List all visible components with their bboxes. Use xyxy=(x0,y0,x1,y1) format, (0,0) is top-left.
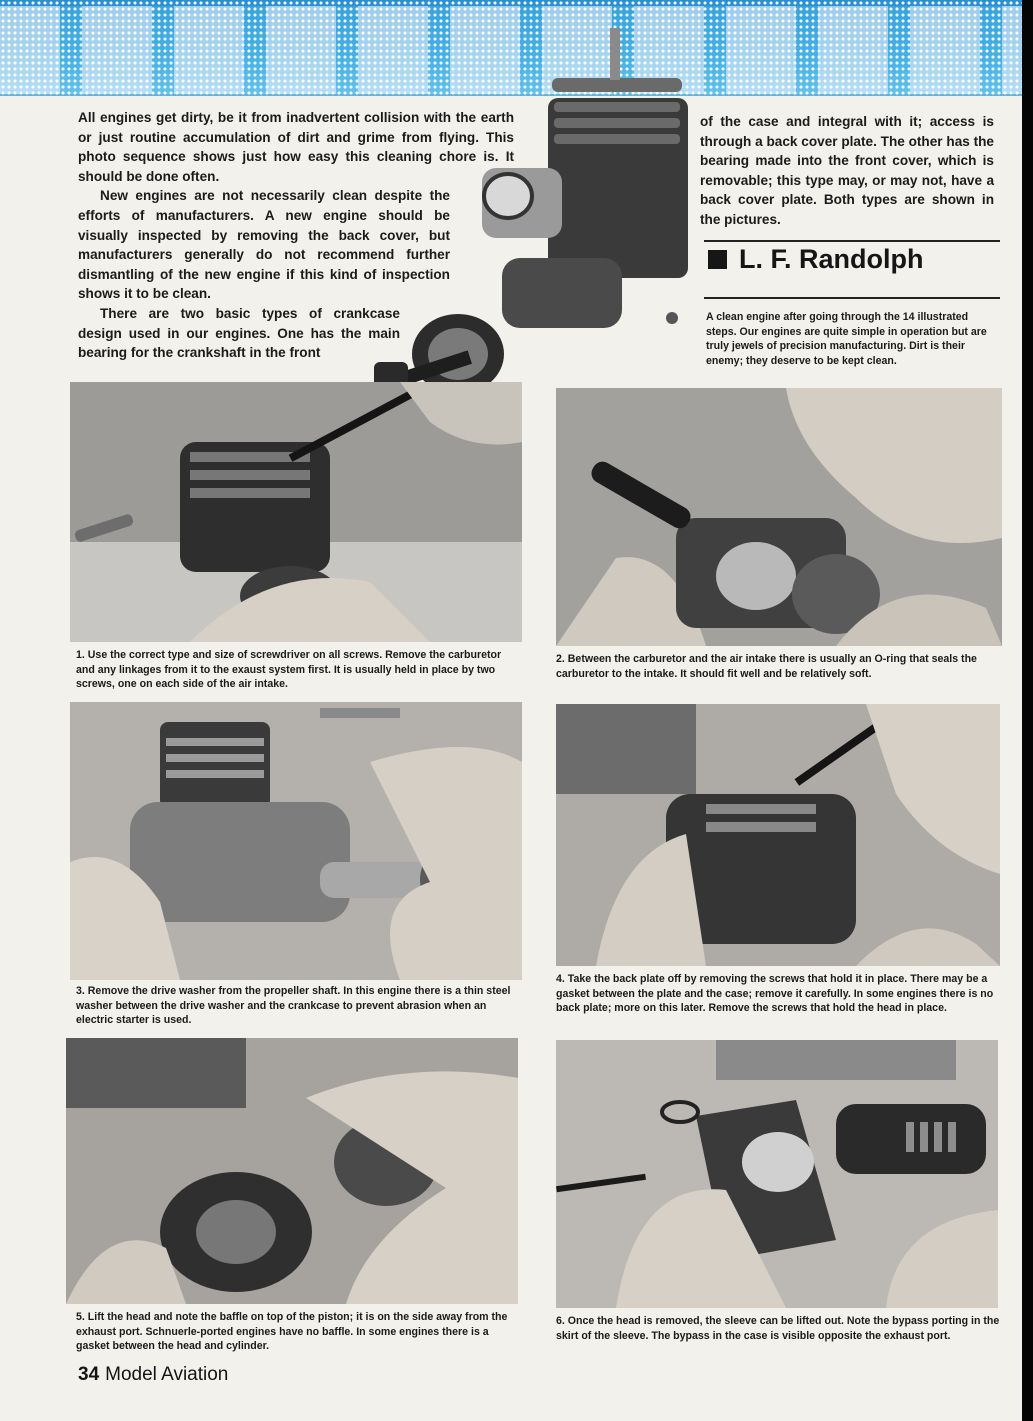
step-4-photo xyxy=(556,704,1000,966)
step-5-caption: 5. Lift the head and note the baffle on top of the piston; it is on the side away from the exhaust port. Schnuerle-ported engines have no baffle. In some engines there is a gasket between the head and cylinder. xyxy=(76,1311,508,1353)
page-number: 34 xyxy=(78,1364,100,1385)
hero-engine-graphic xyxy=(372,18,694,410)
step-3-graphic xyxy=(70,702,522,980)
step-1-graphic xyxy=(70,382,522,642)
intro-paragraph-1: All engines get dirty, be it from inadvertent collision with the earth or just routine accumulation of dirt and grime from flying. This photo sequence shows just how easy this cleaning chore is. It should be done often. xyxy=(78,110,514,184)
step-4-graphic xyxy=(556,704,1000,966)
byline-rule-bottom xyxy=(704,297,1000,299)
step-5-photo xyxy=(66,1038,518,1304)
hero-engine-photo xyxy=(372,18,694,410)
step-3-photo xyxy=(70,702,522,980)
step-6-graphic xyxy=(556,1040,998,1308)
step-2-caption: 2. Between the carburetor and the air intake there is usually an O-ring that seals the carburetor to the intake. It should fit well and be relatively soft. xyxy=(556,653,977,680)
magazine-name: Model Aviation xyxy=(105,1364,229,1385)
byline-rule-top xyxy=(704,240,1000,242)
step-2-photo xyxy=(556,388,1002,646)
author-name: L. F. Randolph xyxy=(739,244,924,274)
byline-bullet xyxy=(708,250,727,269)
scan-edge xyxy=(1022,0,1033,1421)
byline xyxy=(708,244,923,275)
step-4-caption: 4. Take the back plate off by removing the screws that hold it in place. There may be a gasket between the plate and the case; remove it carefully. In some engines there is no back plate; more on this later. Remove the screws that hold the head in place. xyxy=(556,973,994,1015)
continuation-column xyxy=(700,112,994,230)
intro-paragraph-3: There are two basic types of crankcase design used in our engines. One has the main bearing for the crankshaft in the front xyxy=(78,305,400,361)
step-2-graphic xyxy=(556,388,1002,646)
step-6-photo xyxy=(556,1040,998,1308)
step-1-photo xyxy=(70,382,522,642)
step-6-caption: 6. Once the head is removed, the sleeve can be lifted out. Note the bypass porting in the skirt of the sleeve. The bypass in the case is visible opposite the exhaust port. xyxy=(556,1315,1000,1342)
hero-caption: A clean engine after going through the 14 illustrated steps. Our engines are quite simple in operation but are truly jewels of precision manufacturing. Dirt is their enemy; they deserve to be kept clean. xyxy=(706,311,987,367)
intro-paragraph-2: New engines are not necessarily clean despite the efforts of manufacturers. A new engine should be visually inspected by removing the back cover, but manufacturers generally do not recommend further dismantling of the new engine if this kind of inspection shows it to be clean. xyxy=(78,188,450,302)
step-1-caption: 1. Use the correct type and size of screwdriver on all screws. Remove the carburetor and any linkages from it to the exaust system first. It is usually held in place by two screws, one on each side of the air intake. xyxy=(76,649,502,691)
continuation-paragraph: of the case and integral with it; access is through a back cover plate. The other has the bearing made into the front cover, which is removable; this type may, or may not, have a back cover plate. Both types are shown in the pictures. xyxy=(700,114,994,227)
step-5-graphic xyxy=(66,1038,518,1304)
page-footer xyxy=(78,1364,228,1386)
step-3-caption: 3. Remove the drive washer from the propeller shaft. In this engine there is a thin steel washer between the drive washer and the crankcase to prevent abrasion when an electric starter is used. xyxy=(76,985,511,1027)
